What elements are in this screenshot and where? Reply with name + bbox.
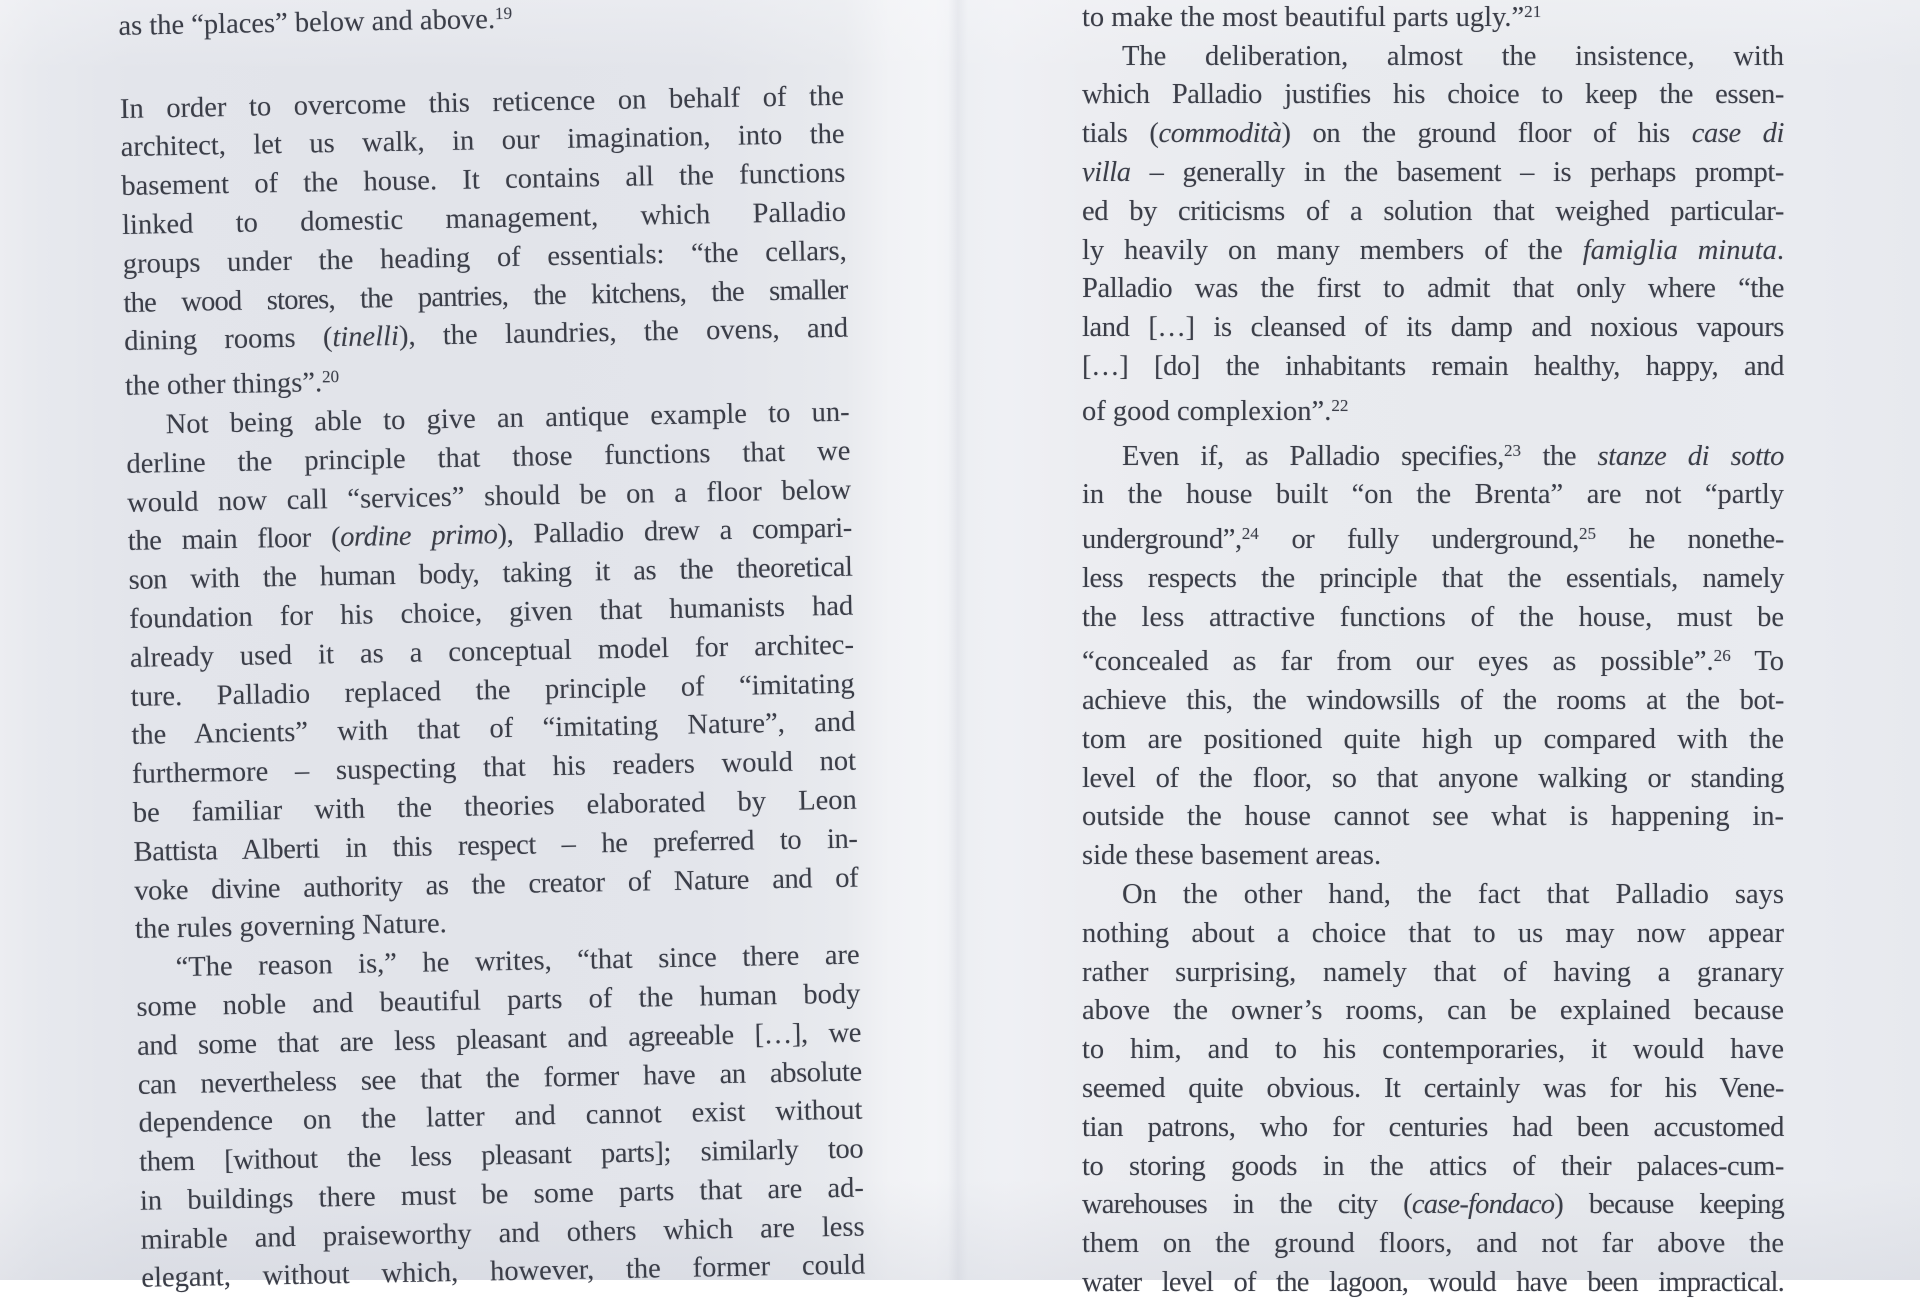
text-run: ), the laundries, the ovens, and [398, 313, 849, 353]
text-run: The deliberation, almost the insistence, with [1122, 40, 1784, 72]
text-run: To [1730, 646, 1784, 678]
text-run: ly heavily on many members of the [1082, 234, 1583, 266]
text-run: ) on the ground floor of his [1281, 118, 1692, 150]
text-run: in buildings there must be some parts that are ad- [139, 1172, 865, 1217]
text-run: nothing about a choice that to us may now appear [1082, 917, 1784, 949]
text-run: and some that are less pleasant and agreeable […], we [136, 1017, 862, 1062]
footnote-marker: 26 [1713, 646, 1731, 666]
text-run: voke divine authority as the creator of Nature and of [134, 862, 859, 907]
text-run: Battista Alberti in this respect – he preferred to in- [133, 823, 858, 868]
text-run: as the “places” below and above. [118, 3, 496, 42]
text-run: the wood stores, the pantries, the kitchens, the smaller [123, 274, 848, 319]
text-run: Palladio was the first to admit that only where “the [1082, 273, 1784, 305]
text-run: them [without the less pleasant parts]; similarly too [138, 1133, 864, 1178]
text-run: can nevertheless see that the former have an absolute [137, 1056, 863, 1101]
text-run: dependence on the latter and cannot exist without [138, 1094, 863, 1140]
text-run: underground”, [1082, 523, 1242, 555]
text-line [1082, 348, 1784, 387]
text-run: achieve this, the windowsills of the rooms at the bot- [1082, 685, 1784, 716]
text-run: to storing goods in the attics of their palaces-cum- [1082, 1150, 1784, 1182]
footnote-marker: 24 [1241, 524, 1259, 544]
text-line [1082, 837, 1784, 876]
text-run: linked to domestic management, which Palladio [121, 196, 847, 242]
footnote-marker: 19 [494, 3, 513, 24]
italic-term: tinelli [332, 321, 400, 354]
text-line [1082, 1148, 1784, 1187]
text-run: which Palladio justifies his choice to keep the essen- [1082, 79, 1784, 111]
text-run: above the owner’s rooms, can be explained because [1082, 995, 1784, 1027]
footnote-marker: 20 [321, 367, 340, 387]
italic-term: villa [1082, 157, 1131, 189]
text-run: elegant, without which, however, the former could [141, 1250, 866, 1295]
text-run: furthermore – suspecting that his readers would not [131, 745, 857, 790]
text-run: On the other hand, the fact that Palladio says [1122, 878, 1784, 910]
text-run: of good complexion”. [1082, 395, 1332, 427]
text-run: dining rooms ( [123, 322, 333, 358]
text-run: Even if, as Palladio specifies, [1122, 440, 1504, 472]
italic-term: ordine primo [339, 519, 498, 554]
text-line [1082, 876, 1784, 915]
text-run: architect, let us walk, in our imagination, into the [120, 119, 845, 164]
text-line [1082, 270, 1784, 309]
text-line [1082, 387, 1784, 432]
text-run: the less attractive functions of the house, must be [1082, 601, 1784, 633]
text-run: or fully underground, [1258, 523, 1579, 555]
text-run: mirable and praiseworthy and others which are less [140, 1211, 865, 1256]
text-line [1082, 0, 1784, 38]
text-run: tom are positioned quite high up compared with the [1082, 723, 1784, 755]
text-run: In order to overcome this reticence on behalf of the [119, 80, 845, 125]
text-line [1082, 1109, 1784, 1148]
text-run: tian patrons, who for centuries had been accustomed [1082, 1111, 1784, 1143]
text-run: groups under the heading of essentials: “the cellars, [122, 235, 847, 280]
page-gutter-seam [948, 0, 968, 1280]
text-line [1082, 232, 1784, 271]
text-run: to make the most beautiful parts ugly.” [1082, 1, 1525, 33]
text-line [1082, 599, 1784, 638]
text-line [1082, 1264, 1784, 1303]
italic-term: case di [1691, 118, 1784, 150]
text-line [1082, 721, 1784, 760]
text-run: the [1521, 440, 1598, 472]
text-line [1082, 1186, 1784, 1225]
footnote-marker: 23 [1503, 440, 1522, 460]
italic-term: commodità [1158, 118, 1282, 150]
text-run: be familiar with the theories elaborated by Leon [132, 784, 858, 829]
text-line [1082, 1225, 1784, 1264]
text-run: foundation for his choice, given that humanists had [129, 590, 854, 635]
text-line [1082, 915, 1784, 954]
text-run: rather surprising, namely that of having a granary [1082, 956, 1784, 988]
right-page [1082, 0, 1784, 1303]
text-run: . [1776, 234, 1784, 266]
text-run: would now call “services” should be on a floor below [126, 474, 852, 519]
text-run: level of the floor, so that anyone walking or standing [1082, 762, 1784, 794]
text-run: the rules governing Nature. [134, 908, 448, 946]
text-run: “concealed as far from our eyes as possible”. [1082, 646, 1714, 678]
footnote-marker: 21 [1524, 2, 1542, 21]
text-run: the main floor ( [127, 522, 341, 558]
text-run: ed by criticisms of a solution that weighed particular- [1082, 195, 1784, 227]
text-run: son with the human body, taking it as the theoretical [128, 551, 853, 597]
text-line [1082, 309, 1784, 348]
text-run: Not being able to give an antique example to un- [165, 396, 850, 441]
text-line [1082, 992, 1784, 1031]
italic-term: case-fondaco [1411, 1189, 1555, 1221]
left-page [118, 0, 866, 1299]
text-run: to him, and to his contemporaries, it would have [1082, 1034, 1784, 1066]
text-line [1082, 154, 1784, 193]
text-run: seemed quite obvious. It certainly was for his Vene- [1082, 1072, 1784, 1104]
text-run: “The reason is,” he writes, “that since there are [175, 939, 860, 984]
text-run: side these basement areas. [1082, 840, 1382, 872]
italic-term: famiglia minuta [1582, 234, 1777, 266]
text-line [1082, 38, 1784, 77]
text-line [1082, 515, 1784, 560]
text-run: warehouses in the city ( [1082, 1189, 1412, 1221]
text-run: the other things”. [124, 367, 323, 403]
text-line [1082, 76, 1784, 115]
text-run: them on the ground floors, and not far above the [1082, 1228, 1784, 1260]
text-run: the Ancients” with that of “imitating Nature”, and [131, 706, 856, 752]
text-line [1082, 432, 1784, 477]
italic-term: stanze di sotto [1597, 440, 1784, 472]
text-line [1082, 193, 1784, 232]
text-run: land […] is cleansed of its damp and noxious vapours [1082, 312, 1784, 344]
text-run: basement of the house. It contains all the functions [121, 157, 846, 203]
text-run: – generally in the basement – is perhaps prompt- [1130, 157, 1784, 189]
footnote-marker: 22 [1331, 395, 1349, 415]
text-run: tials ( [1082, 118, 1159, 150]
text-line [1082, 560, 1784, 599]
text-line [1082, 682, 1784, 721]
text-run: some noble and beautiful parts of the human body [136, 978, 861, 1023]
text-run: outside the house cannot see what is happening in- [1082, 801, 1784, 833]
text-line [1082, 954, 1784, 993]
text-run: less respects the principle that the essentials, namely [1082, 562, 1784, 594]
text-run: ture. Palladio replaced the principle of “imitating [130, 668, 855, 713]
text-run: he nonethe- [1596, 523, 1784, 555]
text-run: ), Palladio drew a compari- [497, 512, 853, 551]
text-line [1082, 476, 1784, 515]
text-run: derline the principle that those functions that we [126, 435, 851, 480]
text-run: […] [do] the inhabitants remain healthy, happy, and [1082, 351, 1784, 383]
footnote-marker: 25 [1578, 524, 1597, 544]
text-run: already used it as a conceptual model for architec- [129, 629, 855, 674]
text-run: water level of the lagoon, would have been impractical. [1082, 1266, 1784, 1298]
text-line [1082, 798, 1784, 837]
text-line [1082, 115, 1784, 154]
text-line [1082, 637, 1784, 682]
text-run: ) because keeping [1554, 1189, 1784, 1221]
text-run: in the house built “on the Brenta” are not “partly [1082, 479, 1784, 511]
text-line [1082, 1031, 1784, 1070]
text-line [1082, 1070, 1784, 1109]
text-line [1082, 760, 1784, 799]
